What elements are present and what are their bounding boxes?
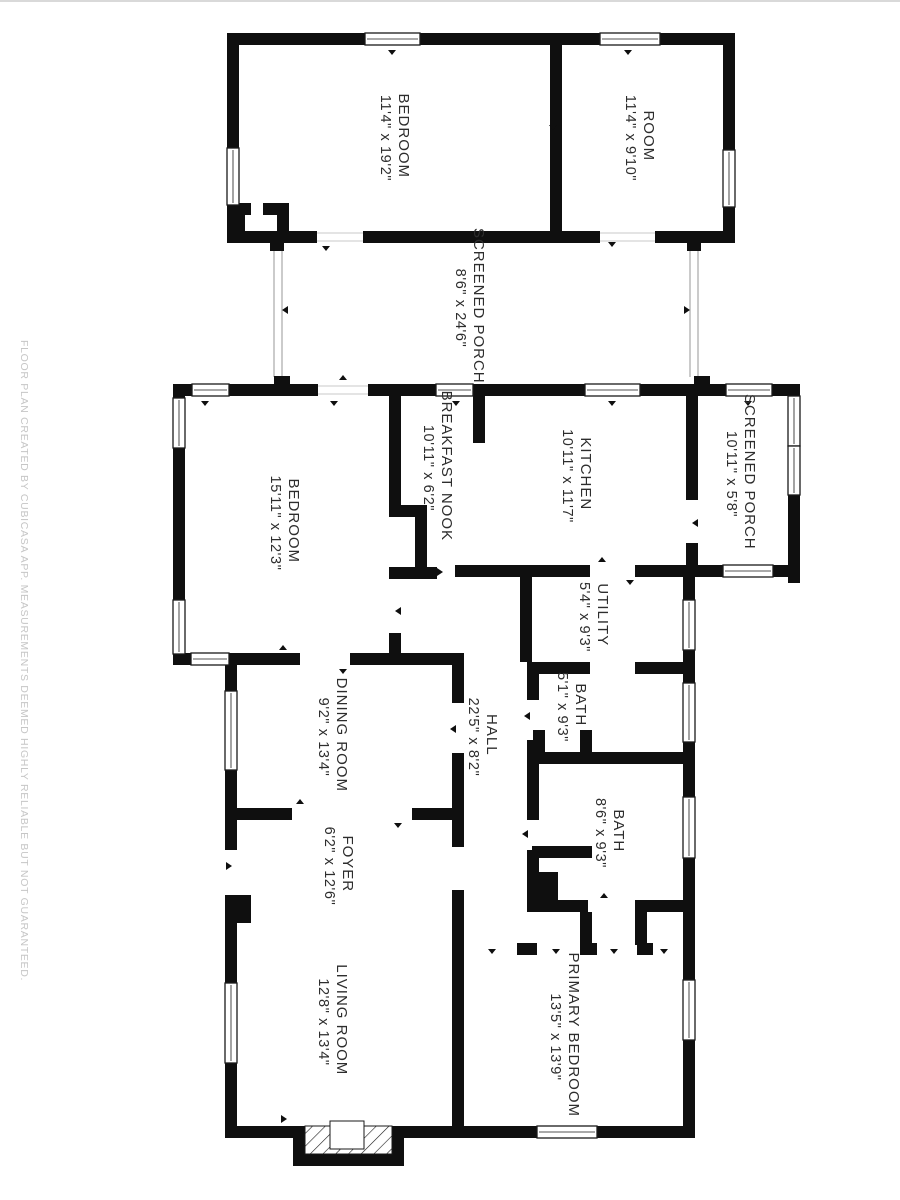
detached-building-walls [227,33,735,243]
room-label-utility: UTILITY 5'4" x 9'3" [576,582,611,652]
window [723,565,773,577]
room-label-room: ROOM 11'4" x 9'10" [622,94,657,182]
window [723,150,735,207]
window [192,384,229,396]
window [173,600,185,654]
window [683,797,695,858]
window [683,980,695,1040]
window [683,600,695,650]
window [365,33,420,45]
chimney [532,872,558,900]
entry-stoop [293,1121,404,1166]
room-label-primary-bedroom: PRIMARY BEDROOM 13'5" x 13'9" [547,952,582,1118]
room-label-screened-porch-top: SCREENED PORCH 8'6" x 24'6" [452,227,487,384]
room-label-bath-small: BATH 5'1" x 9'3" [554,672,589,742]
window [225,691,237,770]
room-label-hall: HALL 22'5" x 8'2" [465,697,500,777]
window [227,148,239,205]
window [191,653,229,665]
window [788,446,800,495]
window [585,384,640,396]
window [683,683,695,742]
screened-porch-connector [270,243,710,385]
room-label-dining-room: DINING ROOM 9'2" x 13'4" [315,677,350,792]
window [225,983,237,1063]
room-label-living-room: LIVING ROOM 12'8" x 13'4" [315,964,350,1076]
room-label-bath-large: BATH 8'6" x 9'3" [592,798,627,868]
disclaimer-text: FLOOR PLAN CREATED BY CUBICASA APP. MEASUREMENTS DEEMED HIGHLY RELIABLE BUT NOT GUARANTEED. [18,340,30,982]
room-label-bedroom-main: BEDROOM 15'11" x 12'3" [267,475,302,571]
room-label-foyer: FOYER 6'2" x 12'6" [321,826,356,906]
window [788,396,800,446]
room-label-bedroom-detached: BEDROOM 11'4" x 19'2" [377,93,412,182]
window [600,33,660,45]
windows [173,33,800,1138]
window [537,1126,597,1138]
room-label-breakfast-nook: BREAKFAST NOOK 10'11" x 6'2" [420,390,455,541]
window [173,398,185,448]
room-label-screened-porch-right: SCREENED PORCH 10'11" x 5'8" [723,393,758,550]
room-label-kitchen: KITCHEN 10'11" x 11'7" [559,429,594,523]
